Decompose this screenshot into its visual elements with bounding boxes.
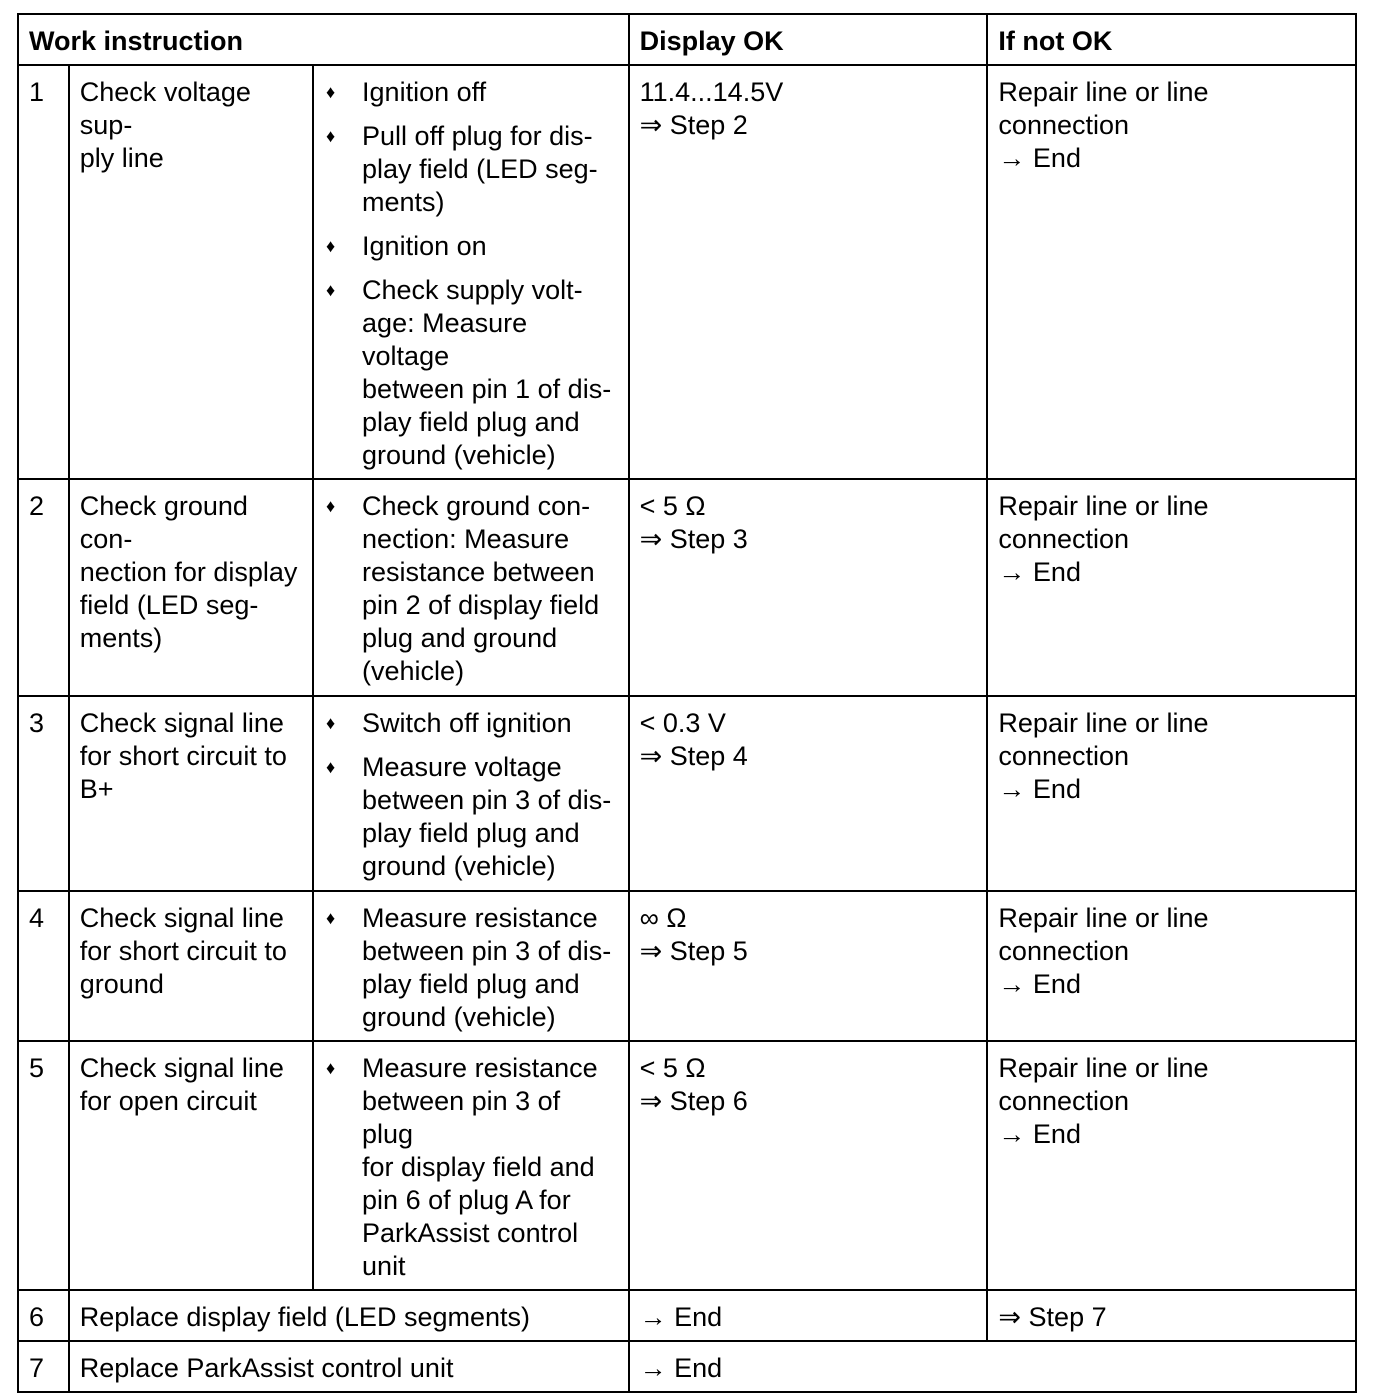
step-description: Check ground con- nection for display field (LED seg- ments) [69, 479, 313, 696]
table-body [18, 65, 1356, 1392]
action-text: Pull off plug for dis- play field (LED seg- ments) [362, 121, 598, 217]
step-description: Replace ParkAssist control unit [69, 1341, 629, 1392]
action-item [324, 902, 618, 1034]
step-description: Check voltage sup- ply line [69, 65, 313, 479]
step-number: 2 [18, 479, 69, 696]
not-ok-action: Repair line or line connection [998, 491, 1209, 554]
display-ok-cell: → End [629, 1341, 1356, 1392]
action-item [324, 274, 618, 472]
table-row [18, 1341, 1356, 1392]
ok-next-step: ⇒ Step 2 [639, 110, 748, 140]
step-number: 3 [18, 696, 69, 891]
action-item [324, 490, 618, 688]
step-number: 7 [18, 1341, 69, 1392]
ok-next-step: ⇒ Step 3 [639, 524, 748, 554]
action-list [324, 490, 618, 688]
action-item [324, 230, 618, 263]
if-not-ok-cell [987, 1041, 1356, 1290]
action-text: Measure resistance between pin 3 of dis- play field plug and ground (vehicle) [362, 903, 612, 1032]
action-list [324, 76, 618, 472]
ok-value: < 5 Ω [639, 1053, 706, 1083]
diamond-bullet-icon: ♦ [326, 908, 336, 928]
header-row [18, 14, 1356, 65]
action-item [324, 1052, 618, 1283]
step-actions [313, 696, 629, 891]
step-description: Replace display field (LED segments) [69, 1290, 629, 1341]
not-ok-action: Repair line or line connection [998, 903, 1209, 966]
diamond-bullet-icon: ♦ [326, 496, 336, 516]
ok-value: < 5 Ω [639, 491, 706, 521]
action-list [324, 1052, 618, 1283]
action-text: Ignition off [362, 77, 487, 107]
ok-next-step: ⇒ Step 4 [639, 741, 748, 771]
not-ok-next-step: → End [998, 774, 1081, 804]
action-list [324, 707, 618, 883]
step-description: Check signal line for open circuit [69, 1041, 313, 1290]
action-text: Check ground con- nection: Measure resistance between pin 2 of display field plug and ground (vehicle) [362, 491, 600, 686]
ok-next-step: ⇒ Step 6 [639, 1086, 748, 1116]
not-ok-action: Repair line or line connection [998, 1053, 1209, 1116]
diamond-bullet-icon: ♦ [326, 757, 336, 777]
diamond-bullet-icon: ♦ [326, 126, 336, 146]
not-ok-next-step: → End [998, 1119, 1081, 1149]
display-ok-cell: → End [629, 1290, 988, 1341]
if-not-ok-cell: ⇒ Step 7 [987, 1290, 1356, 1341]
step-number: 6 [18, 1290, 69, 1341]
diamond-bullet-icon: ♦ [326, 1058, 336, 1078]
step-number: 4 [18, 891, 69, 1041]
step-number: 1 [18, 65, 69, 479]
step-actions [313, 1041, 629, 1290]
not-ok-next-step: → End [998, 143, 1081, 173]
if-not-ok-cell [987, 891, 1356, 1041]
display-ok-cell [629, 479, 988, 696]
step-description: Check signal line for short circuit to ground [69, 891, 313, 1041]
action-text: Check supply volt- age: Measure voltage between pin 1 of dis- play field plug and ground (vehicle) [362, 275, 612, 470]
if-not-ok-cell [987, 65, 1356, 479]
display-ok-cell [629, 891, 988, 1041]
ok-value: ∞ Ω [639, 903, 687, 933]
diamond-bullet-icon: ♦ [326, 713, 336, 733]
not-ok-action: Repair line or line connection [998, 708, 1209, 771]
step-actions [313, 65, 629, 479]
display-ok-cell [629, 696, 988, 891]
header-work-instruction: Work instruction [18, 14, 629, 65]
not-ok-next-step: → End [998, 557, 1081, 587]
action-item [324, 76, 618, 109]
action-text: Ignition on [362, 231, 487, 261]
action-item [324, 120, 618, 219]
not-ok-next-step: → End [998, 969, 1081, 999]
step-number: 5 [18, 1041, 69, 1290]
diamond-bullet-icon: ♦ [326, 82, 336, 102]
action-item [324, 707, 618, 740]
ok-next-step: ⇒ Step 5 [639, 936, 748, 966]
display-ok-cell [629, 65, 988, 479]
step-description: Check signal line for short circuit to B+ [69, 696, 313, 891]
diamond-bullet-icon: ♦ [326, 280, 336, 300]
table-row [18, 1041, 1356, 1290]
action-text: Measure resistance between pin 3 of plug for display field and pin 6 of plug A for ParkAssist control unit [362, 1053, 598, 1281]
action-item [324, 751, 618, 883]
step-actions [313, 891, 629, 1041]
table-row [18, 479, 1356, 696]
action-list [324, 902, 618, 1034]
work-instruction-table [17, 13, 1357, 1393]
action-text: Switch off ignition [362, 708, 572, 738]
header-if-not-ok: If not OK [987, 14, 1356, 65]
table-row [18, 65, 1356, 479]
step-actions [313, 479, 629, 696]
header-display-ok: Display OK [629, 14, 988, 65]
table-row [18, 1290, 1356, 1341]
ok-value: 11.4...14.5V [639, 77, 784, 107]
table-row [18, 891, 1356, 1041]
action-text: Measure voltage between pin 3 of dis- play field plug and ground (vehicle) [362, 752, 612, 881]
table-row [18, 696, 1356, 891]
if-not-ok-cell [987, 479, 1356, 696]
if-not-ok-cell [987, 696, 1356, 891]
not-ok-action: Repair line or line connection [998, 77, 1209, 140]
display-ok-cell [629, 1041, 988, 1290]
diamond-bullet-icon: ♦ [326, 236, 336, 256]
ok-value: < 0.3 V [639, 708, 726, 738]
